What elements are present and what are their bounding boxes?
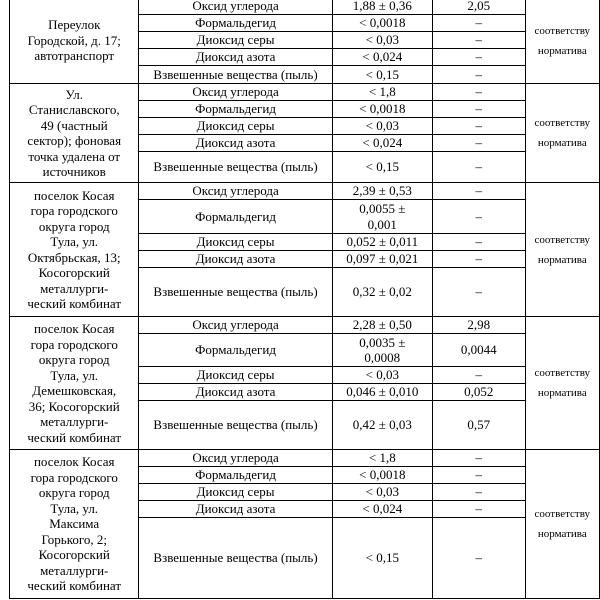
location-cell (10, 0, 139, 84)
location-cell (10, 450, 139, 599)
value-cell (332, 367, 432, 384)
value-cell (332, 401, 432, 450)
location-line: Октябрьская, 13; (27, 249, 121, 265)
conclusion-line: норматива (537, 253, 587, 266)
conclusion-line: норматива (537, 44, 587, 57)
extra-value-cell: – (432, 15, 525, 32)
location-line: ческий комбинат (27, 578, 122, 594)
extra-value-cell: – (432, 484, 525, 501)
extra-value-cell: – (432, 118, 525, 135)
extra-value-cell: – (432, 101, 525, 118)
location-cell (10, 317, 139, 450)
conclusion-cell (525, 450, 599, 599)
substance-cell: Оксид углерода (139, 450, 332, 467)
extra-value-cell: – (432, 32, 525, 49)
conclusion-line: норматива (537, 528, 587, 540)
extra-value-cell: – (432, 518, 525, 599)
location-line: Максима (49, 516, 100, 532)
extra-value-cell: 2,98 (432, 317, 525, 334)
location-line: поселок Косая (33, 321, 115, 336)
substance-cell: Оксид углерода (139, 0, 332, 15)
extra-value-cell: – (432, 200, 525, 234)
location-line: гора городского (30, 336, 118, 352)
extra-value-cell: – (432, 183, 525, 200)
substance-cell: Формальдегид (139, 467, 332, 484)
substance-cell: Взвешенные вещества (пыль) (139, 152, 332, 183)
value-cell (332, 135, 432, 152)
location-line: округа город (38, 352, 110, 367)
location-line: ческий комбинат (27, 429, 122, 445)
value-cell (332, 251, 432, 268)
substance-cell: Диоксид азота (139, 135, 332, 152)
extra-value-cell: – (432, 152, 525, 183)
extra-value-cell: – (432, 49, 525, 66)
value-cell (332, 384, 432, 401)
value-line: < 0,0018 (359, 15, 406, 31)
table-row (10, 317, 600, 334)
value-cell (332, 268, 432, 317)
value-cell (332, 467, 432, 484)
value-line: 0,052 ± 0,011 (346, 234, 419, 250)
location-line: 49 (частный (40, 117, 108, 133)
value-cell (332, 518, 432, 599)
substance-cell: Оксид углерода (139, 317, 332, 334)
location-line: гора городского (30, 203, 118, 218)
substance-cell: Диоксид серы (139, 32, 332, 49)
conclusion-cell (525, 183, 599, 317)
value-line: < 0,024 (362, 501, 403, 517)
extra-value-cell: – (432, 135, 525, 152)
location-line: Тула, ул. (50, 367, 99, 383)
location-line: Горького, 2; (41, 531, 108, 547)
value-line: < 1,8 (368, 450, 396, 466)
conclusion-line: норматива (537, 387, 587, 399)
value-cell (332, 234, 432, 251)
location-line: Косогорский (38, 547, 110, 563)
value-line: < 0,024 (362, 49, 403, 65)
value-cell (332, 317, 432, 334)
location-line: Станиславского, (28, 102, 120, 117)
extra-value-cell: – (432, 66, 525, 84)
value-line: 0,0008 (364, 350, 401, 365)
location-line: металлурги- (40, 414, 109, 429)
substance-cell: Диоксид серы (139, 367, 332, 384)
substance-cell: Взвешенные вещества (пыль) (139, 401, 332, 450)
value-line: < 0,15 (365, 66, 399, 82)
location-line: Косогорский (38, 265, 110, 280)
value-line: 0,0035 ± (359, 334, 406, 350)
extra-value-cell: – (432, 501, 525, 518)
extra-value-cell: – (432, 450, 525, 467)
value-line: 2,39 ± 0,53 (352, 183, 412, 199)
measurements-table (9, 0, 600, 599)
value-line: < 0,024 (362, 135, 403, 151)
value-cell (332, 0, 432, 15)
conclusion-cell (525, 84, 599, 183)
location-line: источников (42, 164, 106, 179)
location-line: точка удалена от (28, 148, 121, 164)
location-line: Городской, д. 17; (27, 32, 121, 48)
value-line: 0,046 ± 0,010 (346, 384, 419, 400)
value-line: 2,28 ± 0,50 (352, 317, 412, 333)
location-line: автотранспорт (34, 48, 115, 64)
substance-cell: Диоксид азота (139, 251, 332, 268)
substance-cell: Взвешенные вещества (пыль) (139, 268, 332, 317)
location-line: сектор); фоновая (27, 133, 122, 148)
substance-cell: Диоксид азота (139, 384, 332, 401)
substance-cell: Диоксид серы (139, 234, 332, 251)
conclusion-cell (525, 0, 599, 84)
location-line: поселок Косая (33, 187, 115, 203)
value-cell (332, 183, 432, 200)
value-cell (332, 84, 432, 101)
location-line: Тула, ул. (50, 500, 99, 516)
location-line: Демешковская, (32, 383, 117, 398)
conclusion-line: норматива (537, 137, 587, 149)
substance-cell: Оксид углерода (139, 84, 332, 101)
substance-cell: Формальдегид (139, 334, 332, 367)
substance-cell: Оксид углерода (139, 183, 332, 200)
value-line: < 1,8 (368, 84, 396, 100)
value-cell (332, 118, 432, 135)
value-line: < 0,03 (365, 118, 399, 134)
location-line: Ул. (65, 86, 83, 102)
value-cell (332, 484, 432, 501)
extra-value-cell: 0,57 (432, 401, 525, 450)
value-line: 0,001 (367, 216, 397, 232)
value-cell (332, 66, 432, 84)
substance-cell: Диоксид азота (139, 501, 332, 518)
extra-value-cell: – (432, 268, 525, 317)
location-line: ческий комбинат (27, 296, 122, 311)
conclusion-line: соответству (534, 233, 591, 246)
location-line: гора городского (30, 469, 118, 485)
substance-cell: Формальдегид (139, 15, 332, 32)
value-cell (332, 334, 432, 367)
substance-cell: Взвешенные вещества (пыль) (139, 66, 332, 84)
value-cell (332, 200, 432, 234)
extra-value-cell: – (432, 367, 525, 384)
value-line: < 0,03 (365, 484, 399, 500)
extra-value-cell: – (432, 251, 525, 268)
table-row (10, 450, 600, 467)
substance-cell: Диоксид азота (139, 49, 332, 66)
location-line: Тула, ул. (50, 234, 99, 249)
extra-value-cell: 2,05 (432, 0, 525, 15)
location-line: металлурги- (40, 280, 109, 296)
value-cell (332, 15, 432, 32)
location-line: поселок Косая (33, 454, 115, 470)
location-line: округа город (38, 485, 110, 501)
value-line: 0,42 ± 0,03 (352, 417, 412, 433)
extra-value-cell: 0,052 (432, 384, 525, 401)
location-line: Переулок (48, 17, 101, 33)
substance-cell: Диоксид серы (139, 484, 332, 501)
extra-value-cell: – (432, 84, 525, 101)
extra-value-cell: – (432, 234, 525, 251)
location-line: 36; Косогорский (28, 398, 120, 414)
value-line: < 0,15 (365, 159, 399, 175)
location-cell (10, 183, 139, 317)
value-cell (332, 32, 432, 49)
value-line: < 0,03 (365, 367, 399, 383)
extra-value-cell: 0,0044 (432, 334, 525, 367)
substance-cell: Взвешенные вещества (пыль) (139, 518, 332, 599)
table-row (10, 0, 600, 15)
conclusion-line: соответству (534, 367, 591, 379)
value-cell (332, 501, 432, 518)
substance-cell: Диоксид серы (139, 118, 332, 135)
table-row (10, 183, 600, 200)
table-body (10, 0, 600, 599)
value-line: < 0,0018 (359, 467, 406, 483)
extra-value-cell: – (432, 467, 525, 484)
value-cell (332, 49, 432, 66)
value-line: 0,32 ± 0,02 (352, 284, 412, 300)
value-cell (332, 101, 432, 118)
conclusion-line: соответству (534, 24, 591, 37)
value-line: 0,097 ± 0,021 (346, 251, 419, 267)
value-line: 1,88 ± 0,36 (352, 0, 412, 14)
substance-cell: Формальдегид (139, 101, 332, 118)
value-line: < 0,15 (365, 550, 399, 566)
location-cell (10, 84, 139, 183)
value-line: < 0,0018 (359, 101, 406, 117)
conclusion-line: соответству (534, 117, 591, 129)
value-cell (332, 450, 432, 467)
conclusion-line: соответству (534, 508, 591, 520)
location-line: округа город (38, 218, 110, 234)
value-line: < 0,03 (365, 32, 399, 48)
conclusion-cell (525, 317, 599, 450)
value-cell (332, 152, 432, 183)
value-line: 0,0055 ± (359, 201, 406, 216)
table-row (10, 84, 600, 101)
substance-cell: Формальдегид (139, 200, 332, 234)
location-line: металлурги- (40, 562, 109, 578)
